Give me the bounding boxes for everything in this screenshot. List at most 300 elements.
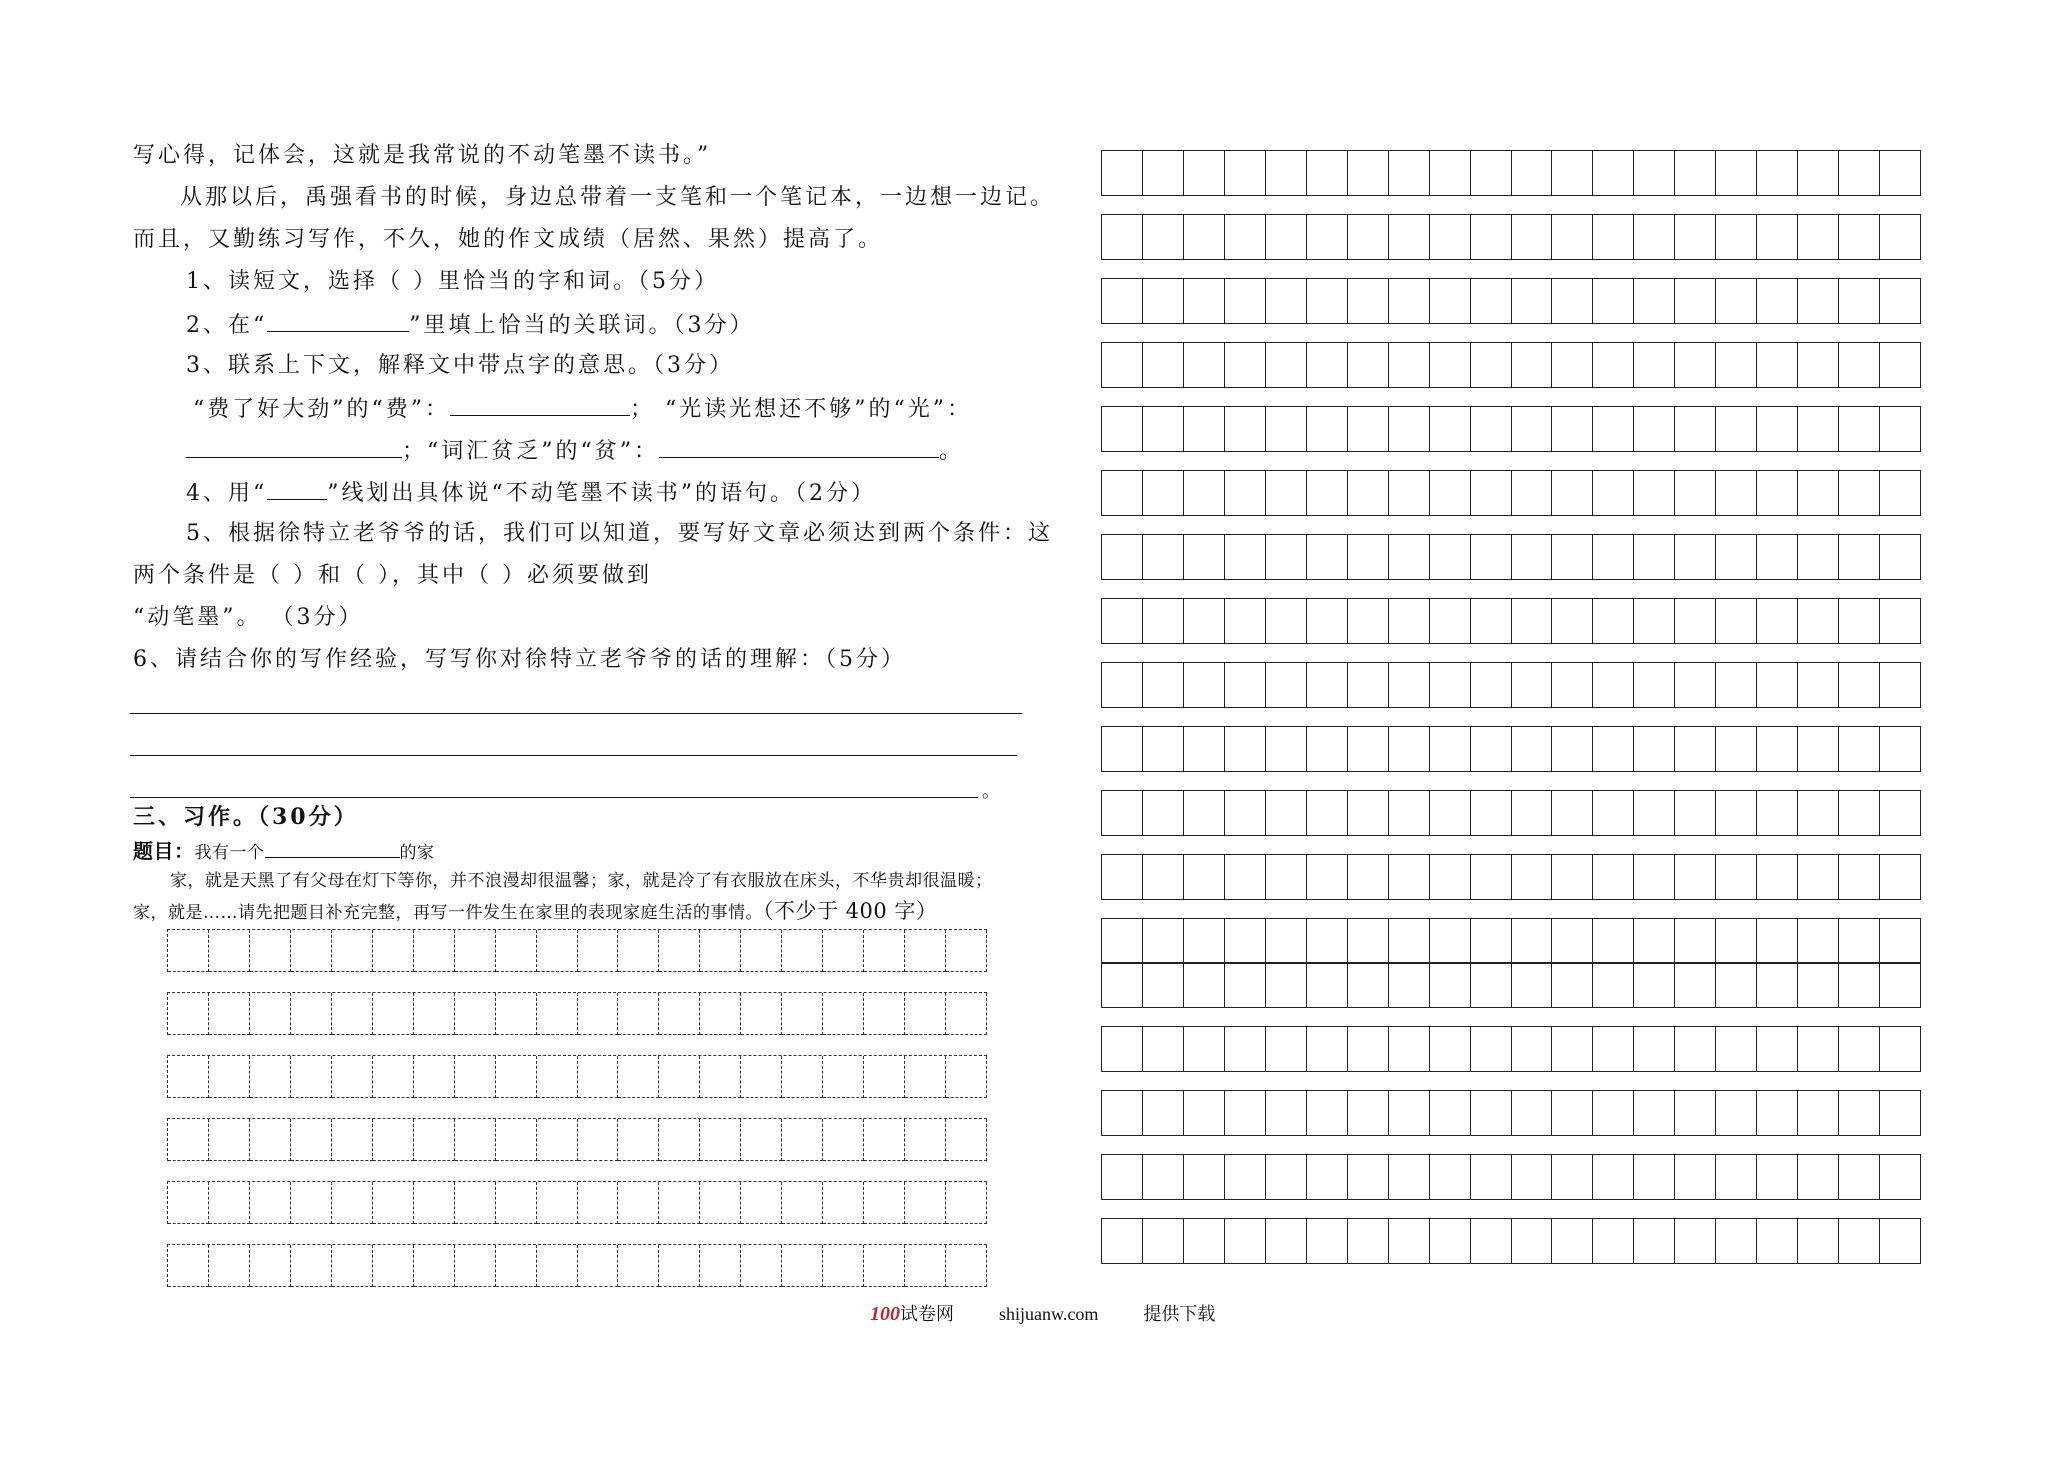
grid-cell[interactable] [659, 1245, 700, 1287]
grid-cell[interactable] [209, 1245, 250, 1287]
grid-cell[interactable] [1839, 599, 1880, 644]
grid-cell[interactable] [1102, 279, 1143, 324]
grid-cell[interactable] [1757, 343, 1798, 388]
grid-cell[interactable] [1880, 1219, 1921, 1264]
grid-cell[interactable] [1307, 855, 1348, 900]
grid-cell[interactable] [1430, 663, 1471, 708]
grid-cell[interactable] [1757, 151, 1798, 196]
grid-cell[interactable] [168, 1056, 209, 1098]
grid-cell[interactable] [250, 1245, 291, 1287]
grid-cell[interactable] [659, 1119, 700, 1161]
grid-cell[interactable] [1634, 535, 1675, 580]
grid-cell[interactable] [1102, 471, 1143, 516]
dashed-writing-row-1[interactable] [167, 929, 987, 972]
grid-cell[interactable] [1471, 663, 1512, 708]
grid-cell[interactable] [1430, 919, 1471, 964]
grid-cell[interactable] [1716, 343, 1757, 388]
grid-cell[interactable] [1552, 407, 1593, 452]
grid-cell[interactable] [823, 1056, 864, 1098]
grid-cell[interactable] [782, 993, 823, 1035]
grid-cell[interactable] [209, 1182, 250, 1224]
grid-cell[interactable] [1512, 791, 1553, 836]
grid-cell[interactable] [823, 930, 864, 972]
grid-cell[interactable] [1593, 727, 1634, 772]
grid-cell[interactable] [1675, 1219, 1716, 1264]
q3-guang-blank[interactable] [186, 435, 402, 458]
grid-cell[interactable] [1430, 791, 1471, 836]
grid-cell[interactable] [1471, 599, 1512, 644]
grid-cell[interactable] [1716, 663, 1757, 708]
grid-cell[interactable] [1143, 663, 1184, 708]
grid-cell[interactable] [864, 1119, 905, 1161]
grid-cell[interactable] [1471, 1219, 1512, 1264]
writing-grid-row[interactable] [1101, 962, 1921, 1008]
grid-cell[interactable] [1593, 599, 1634, 644]
grid-cell[interactable] [1757, 407, 1798, 452]
grid-cell[interactable] [1184, 1155, 1225, 1200]
grid-cell[interactable] [373, 1056, 414, 1098]
grid-cell[interactable] [700, 993, 741, 1035]
grid-cell[interactable] [1757, 215, 1798, 260]
grid-cell[interactable] [1471, 151, 1512, 196]
grid-cell[interactable] [1880, 1155, 1921, 1200]
grid-cell[interactable] [1552, 1091, 1593, 1136]
grid-cell[interactable] [1143, 599, 1184, 644]
grid-cell[interactable] [1225, 471, 1266, 516]
grid-cell[interactable] [1839, 535, 1880, 580]
grid-cell[interactable] [1102, 535, 1143, 580]
grid-cell[interactable] [496, 1245, 537, 1287]
grid-cell[interactable] [1266, 151, 1307, 196]
grid-cell[interactable] [1225, 855, 1266, 900]
grid-cell[interactable] [1634, 279, 1675, 324]
grid-cell[interactable] [1225, 1027, 1266, 1072]
grid-cell[interactable] [1634, 1027, 1675, 1072]
grid-cell[interactable] [905, 993, 946, 1035]
grid-cell[interactable] [1675, 791, 1716, 836]
grid-cell[interactable] [1675, 1155, 1716, 1200]
grid-cell[interactable] [1675, 407, 1716, 452]
grid-cell[interactable] [1307, 727, 1348, 772]
grid-cell[interactable] [659, 930, 700, 972]
grid-cell[interactable] [1757, 919, 1798, 964]
grid-cell[interactable] [1307, 1219, 1348, 1264]
grid-cell[interactable] [1757, 963, 1798, 1008]
grid-cell[interactable] [332, 1245, 373, 1287]
grid-cell[interactable] [496, 1119, 537, 1161]
grid-cell[interactable] [1225, 963, 1266, 1008]
writing-grid-row[interactable] [1101, 214, 1921, 260]
grid-cell[interactable] [1675, 727, 1716, 772]
grid-cell[interactable] [1757, 727, 1798, 772]
grid-cell[interactable] [1430, 599, 1471, 644]
grid-cell[interactable] [1634, 963, 1675, 1008]
grid-cell[interactable] [1184, 727, 1225, 772]
answer-line-3[interactable] [130, 797, 978, 798]
dashed-writing-row-2[interactable] [167, 992, 987, 1035]
grid-cell[interactable] [1512, 963, 1553, 1008]
grid-cell[interactable] [1880, 535, 1921, 580]
grid-cell[interactable] [1266, 663, 1307, 708]
grid-cell[interactable] [1880, 1091, 1921, 1136]
grid-cell[interactable] [905, 930, 946, 972]
grid-cell[interactable] [1430, 1155, 1471, 1200]
grid-cell[interactable] [1389, 855, 1430, 900]
grid-cell[interactable] [1716, 1027, 1757, 1072]
grid-cell[interactable] [1348, 727, 1389, 772]
grid-cell[interactable] [414, 930, 455, 972]
grid-cell[interactable] [1266, 471, 1307, 516]
grid-cell[interactable] [209, 930, 250, 972]
grid-cell[interactable] [1184, 343, 1225, 388]
grid-cell[interactable] [1184, 1091, 1225, 1136]
grid-cell[interactable] [455, 1182, 496, 1224]
dashed-writing-row-6[interactable] [167, 1244, 987, 1287]
grid-cell[interactable] [1348, 151, 1389, 196]
writing-grid-row[interactable] [1101, 1026, 1921, 1072]
grid-cell[interactable] [1471, 1091, 1512, 1136]
grid-cell[interactable] [782, 1182, 823, 1224]
grid-cell[interactable] [618, 1056, 659, 1098]
grid-cell[interactable] [455, 1056, 496, 1098]
grid-cell[interactable] [1471, 855, 1512, 900]
grid-cell[interactable] [1839, 471, 1880, 516]
grid-cell[interactable] [250, 993, 291, 1035]
grid-cell[interactable] [1266, 963, 1307, 1008]
grid-cell[interactable] [1348, 279, 1389, 324]
grid-cell[interactable] [1593, 963, 1634, 1008]
grid-cell[interactable] [1143, 215, 1184, 260]
grid-cell[interactable] [168, 1182, 209, 1224]
grid-cell[interactable] [209, 993, 250, 1035]
grid-cell[interactable] [578, 1245, 619, 1287]
grid-cell[interactable] [1184, 151, 1225, 196]
grid-cell[interactable] [537, 930, 578, 972]
grid-cell[interactable] [1389, 1091, 1430, 1136]
grid-cell[interactable] [1552, 1155, 1593, 1200]
grid-cell[interactable] [1307, 279, 1348, 324]
grid-cell[interactable] [1225, 599, 1266, 644]
grid-cell[interactable] [373, 1182, 414, 1224]
grid-cell[interactable] [1143, 1027, 1184, 1072]
grid-cell[interactable] [1716, 727, 1757, 772]
grid-cell[interactable] [659, 1056, 700, 1098]
grid-cell[interactable] [1143, 343, 1184, 388]
grid-cell[interactable] [741, 1056, 782, 1098]
grid-cell[interactable] [700, 1056, 741, 1098]
grid-cell[interactable] [1348, 855, 1389, 900]
grid-cell[interactable] [618, 930, 659, 972]
grid-cell[interactable] [946, 993, 987, 1035]
grid-cell[interactable] [1348, 471, 1389, 516]
grid-cell[interactable] [1512, 599, 1553, 644]
grid-cell[interactable] [1552, 279, 1593, 324]
writing-grid-row[interactable] [1101, 726, 1921, 772]
grid-cell[interactable] [1839, 791, 1880, 836]
writing-grid-row[interactable] [1101, 470, 1921, 516]
grid-cell[interactable] [496, 1056, 537, 1098]
grid-cell[interactable] [455, 993, 496, 1035]
grid-cell[interactable] [864, 930, 905, 972]
grid-cell[interactable] [1307, 663, 1348, 708]
grid-cell[interactable] [1880, 1027, 1921, 1072]
grid-cell[interactable] [1839, 855, 1880, 900]
grid-cell[interactable] [1184, 791, 1225, 836]
grid-cell[interactable] [1266, 599, 1307, 644]
grid-cell[interactable] [823, 1182, 864, 1224]
grid-cell[interactable] [1102, 791, 1143, 836]
grid-cell[interactable] [1307, 963, 1348, 1008]
grid-cell[interactable] [1143, 791, 1184, 836]
grid-cell[interactable] [946, 930, 987, 972]
grid-cell[interactable] [1430, 279, 1471, 324]
grid-cell[interactable] [1266, 791, 1307, 836]
grid-cell[interactable] [1798, 855, 1839, 900]
grid-cell[interactable] [1716, 1155, 1757, 1200]
grid-cell[interactable] [1471, 535, 1512, 580]
grid-cell[interactable] [700, 930, 741, 972]
grid-cell[interactable] [496, 993, 537, 1035]
grid-cell[interactable] [1798, 471, 1839, 516]
grid-cell[interactable] [1225, 343, 1266, 388]
grid-cell[interactable] [1471, 279, 1512, 324]
grid-cell[interactable] [1798, 1219, 1839, 1264]
grid-cell[interactable] [537, 1245, 578, 1287]
grid-cell[interactable] [332, 1119, 373, 1161]
grid-cell[interactable] [332, 930, 373, 972]
grid-cell[interactable] [1880, 471, 1921, 516]
grid-cell[interactable] [1307, 343, 1348, 388]
q2-blank[interactable] [267, 309, 409, 332]
grid-cell[interactable] [1430, 535, 1471, 580]
grid-cell[interactable] [823, 1119, 864, 1161]
grid-cell[interactable] [1634, 471, 1675, 516]
grid-cell[interactable] [741, 930, 782, 972]
grid-cell[interactable] [1389, 963, 1430, 1008]
grid-cell[interactable] [1593, 343, 1634, 388]
grid-cell[interactable] [1839, 343, 1880, 388]
grid-cell[interactable] [1307, 1027, 1348, 1072]
grid-cell[interactable] [1307, 471, 1348, 516]
grid-cell[interactable] [1225, 919, 1266, 964]
grid-cell[interactable] [1430, 1027, 1471, 1072]
grid-cell[interactable] [1512, 1219, 1553, 1264]
grid-cell[interactable] [782, 1119, 823, 1161]
writing-grid-row[interactable] [1101, 1218, 1921, 1264]
grid-cell[interactable] [578, 930, 619, 972]
grid-cell[interactable] [1102, 215, 1143, 260]
grid-cell[interactable] [1880, 963, 1921, 1008]
grid-cell[interactable] [578, 1119, 619, 1161]
answer-line-1[interactable] [130, 713, 1022, 714]
grid-cell[interactable] [1348, 407, 1389, 452]
grid-cell[interactable] [1184, 855, 1225, 900]
grid-cell[interactable] [1102, 1027, 1143, 1072]
grid-cell[interactable] [1880, 727, 1921, 772]
grid-cell[interactable] [1266, 1155, 1307, 1200]
grid-cell[interactable] [1593, 855, 1634, 900]
grid-cell[interactable] [1552, 727, 1593, 772]
grid-cell[interactable] [1348, 1027, 1389, 1072]
grid-cell[interactable] [946, 1056, 987, 1098]
grid-cell[interactable] [1757, 471, 1798, 516]
grid-cell[interactable] [1430, 1219, 1471, 1264]
grid-cell[interactable] [1102, 407, 1143, 452]
grid-cell[interactable] [1880, 791, 1921, 836]
grid-cell[interactable] [1798, 727, 1839, 772]
grid-cell[interactable] [1552, 215, 1593, 260]
grid-cell[interactable] [1389, 1155, 1430, 1200]
grid-cell[interactable] [1798, 919, 1839, 964]
grid-cell[interactable] [1675, 963, 1716, 1008]
grid-cell[interactable] [1143, 471, 1184, 516]
grid-cell[interactable] [1839, 1091, 1880, 1136]
grid-cell[interactable] [1266, 279, 1307, 324]
grid-cell[interactable] [1102, 343, 1143, 388]
grid-cell[interactable] [905, 1245, 946, 1287]
writing-grid-row[interactable] [1101, 662, 1921, 708]
grid-cell[interactable] [1471, 919, 1512, 964]
grid-cell[interactable] [1634, 407, 1675, 452]
grid-cell[interactable] [1798, 599, 1839, 644]
grid-cell[interactable] [1512, 1091, 1553, 1136]
grid-cell[interactable] [1225, 215, 1266, 260]
grid-cell[interactable] [1757, 1091, 1798, 1136]
grid-cell[interactable] [1430, 343, 1471, 388]
grid-cell[interactable] [1798, 1027, 1839, 1072]
grid-cell[interactable] [1184, 471, 1225, 516]
grid-cell[interactable] [1348, 1091, 1389, 1136]
grid-cell[interactable] [1225, 1091, 1266, 1136]
grid-cell[interactable] [1184, 963, 1225, 1008]
grid-cell[interactable] [537, 1182, 578, 1224]
grid-cell[interactable] [782, 1056, 823, 1098]
grid-cell[interactable] [1143, 151, 1184, 196]
grid-cell[interactable] [1675, 1027, 1716, 1072]
grid-cell[interactable] [1839, 963, 1880, 1008]
grid-cell[interactable] [332, 1182, 373, 1224]
grid-cell[interactable] [1348, 791, 1389, 836]
q3-pin-blank[interactable] [659, 435, 939, 458]
grid-cell[interactable] [373, 1245, 414, 1287]
grid-cell[interactable] [1634, 215, 1675, 260]
grid-cell[interactable] [209, 1119, 250, 1161]
grid-cell[interactable] [1552, 343, 1593, 388]
grid-cell[interactable] [332, 993, 373, 1035]
grid-cell[interactable] [1716, 599, 1757, 644]
grid-cell[interactable] [455, 1245, 496, 1287]
grid-cell[interactable] [1880, 855, 1921, 900]
grid-cell[interactable] [1389, 663, 1430, 708]
grid-cell[interactable] [1102, 663, 1143, 708]
grid-cell[interactable] [1839, 727, 1880, 772]
grid-cell[interactable] [414, 1245, 455, 1287]
grid-cell[interactable] [1798, 343, 1839, 388]
grid-cell[interactable] [1389, 791, 1430, 836]
grid-cell[interactable] [1593, 535, 1634, 580]
grid-cell[interactable] [741, 993, 782, 1035]
grid-cell[interactable] [1512, 663, 1553, 708]
grid-cell[interactable] [1512, 407, 1553, 452]
grid-cell[interactable] [741, 1182, 782, 1224]
grid-cell[interactable] [1102, 963, 1143, 1008]
grid-cell[interactable] [414, 993, 455, 1035]
grid-cell[interactable] [1880, 151, 1921, 196]
grid-cell[interactable] [1757, 535, 1798, 580]
grid-cell[interactable] [618, 1182, 659, 1224]
grid-cell[interactable] [1184, 599, 1225, 644]
grid-cell[interactable] [1266, 407, 1307, 452]
grid-cell[interactable] [1348, 1155, 1389, 1200]
grid-cell[interactable] [1184, 1219, 1225, 1264]
grid-cell[interactable] [1552, 471, 1593, 516]
grid-cell[interactable] [1757, 791, 1798, 836]
grid-cell[interactable] [1839, 1027, 1880, 1072]
grid-cell[interactable] [1389, 343, 1430, 388]
grid-cell[interactable] [1675, 535, 1716, 580]
grid-cell[interactable] [1552, 1027, 1593, 1072]
grid-cell[interactable] [1634, 1091, 1675, 1136]
grid-cell[interactable] [1143, 963, 1184, 1008]
grid-cell[interactable] [496, 930, 537, 972]
grid-cell[interactable] [1552, 599, 1593, 644]
grid-cell[interactable] [332, 1056, 373, 1098]
grid-cell[interactable] [1798, 215, 1839, 260]
writing-grid-row[interactable] [1101, 790, 1921, 836]
grid-cell[interactable] [1593, 1027, 1634, 1072]
grid-cell[interactable] [1225, 407, 1266, 452]
grid-cell[interactable] [1307, 599, 1348, 644]
dashed-writing-row-3[interactable] [167, 1055, 987, 1098]
grid-cell[interactable] [1634, 919, 1675, 964]
grid-cell[interactable] [1102, 151, 1143, 196]
topic-blank[interactable] [265, 840, 400, 858]
grid-cell[interactable] [823, 993, 864, 1035]
grid-cell[interactable] [1675, 471, 1716, 516]
grid-cell[interactable] [1675, 1091, 1716, 1136]
grid-cell[interactable] [1430, 1091, 1471, 1136]
grid-cell[interactable] [1389, 279, 1430, 324]
grid-cell[interactable] [1307, 407, 1348, 452]
grid-cell[interactable] [537, 1056, 578, 1098]
grid-cell[interactable] [1798, 1091, 1839, 1136]
grid-cell[interactable] [1798, 279, 1839, 324]
grid-cell[interactable] [1471, 963, 1512, 1008]
grid-cell[interactable] [291, 1056, 332, 1098]
grid-cell[interactable] [291, 1119, 332, 1161]
grid-cell[interactable] [1512, 919, 1553, 964]
grid-cell[interactable] [1266, 919, 1307, 964]
grid-cell[interactable] [1552, 663, 1593, 708]
grid-cell[interactable] [1798, 1155, 1839, 1200]
grid-cell[interactable] [1184, 215, 1225, 260]
grid-cell[interactable] [1798, 535, 1839, 580]
grid-cell[interactable] [946, 1245, 987, 1287]
grid-cell[interactable] [1512, 343, 1553, 388]
grid-cell[interactable] [1839, 279, 1880, 324]
grid-cell[interactable] [1348, 599, 1389, 644]
grid-cell[interactable] [1225, 1219, 1266, 1264]
grid-cell[interactable] [864, 993, 905, 1035]
grid-cell[interactable] [700, 1182, 741, 1224]
grid-cell[interactable] [1634, 599, 1675, 644]
grid-cell[interactable] [1757, 1155, 1798, 1200]
grid-cell[interactable] [946, 1182, 987, 1224]
grid-cell[interactable] [1389, 535, 1430, 580]
grid-cell[interactable] [250, 1056, 291, 1098]
grid-cell[interactable] [1348, 963, 1389, 1008]
grid-cell[interactable] [1512, 151, 1553, 196]
